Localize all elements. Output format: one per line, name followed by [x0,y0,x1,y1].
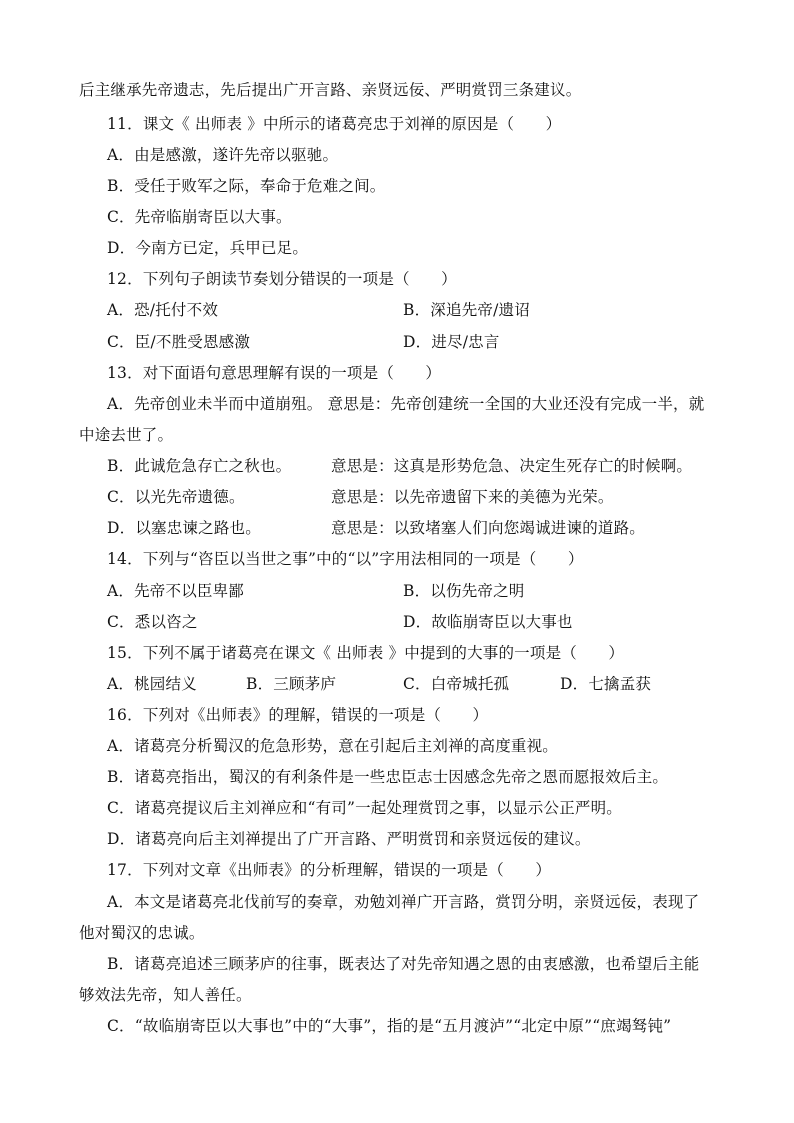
q11-stem: 11．课文《 出师表 》中所示的诸葛亮忠于刘禅的原因是（ ） [107,115,562,133]
q11-option-a: A．由是感激，遂许先帝以驱驰。 [107,146,339,164]
intro-line: 后主继承先帝遗志，先后提出广开言路、亲贤远佞、严明赏罚三条建议。 [79,81,582,99]
q15-option-d: D．七擒孟获 [560,675,652,693]
q13-option-a: A．先帝创业未半而中道崩殂。 意思是：先帝创建统一全国的大业还没有完成一半，就 [107,395,705,413]
q16-option-d: D．诸葛亮向后主刘禅提出了广开言路、严明赏罚和亲贤远佞的建议。 [107,830,591,848]
q16-option-c: C．诸葛亮提议后主刘禅应和“有司”一起处理赏罚之事，以显示公正严明。 [107,799,623,817]
q17-option-a: A．本文是诸葛亮北伐前写的奏章，劝勉刘禅广开言路，赏罚分明，亲贤远佞，表现了 [107,893,700,911]
q17-option-a-continued: 他对蜀汉的忠诚。 [79,924,205,942]
q14-option-c: C．悉以咨之 [107,613,198,631]
q13-option-c-meaning: 意思是：以先帝遗留下来的美德为光荣。 [331,488,614,506]
q13-option-d: D．以塞忠谏之路也。 [107,519,261,537]
q16-option-a: A．诸葛亮分析蜀汉的危急形势，意在引起后主刘禅的高度重视。 [107,737,558,755]
q15-option-a: A．桃园结义 [107,675,197,693]
q13-option-a-continued: 中途去世了。 [79,426,174,444]
q14-stem: 14．下列与“咨臣以当世之事”中的“以”字用法相同的一项是（ ） [107,550,584,568]
q11-option-d: D．今南方已定，兵甲已足。 [107,239,309,257]
q12-stem: 12．下列句子朗读节奏划分错误的一项是（ ） [107,270,457,288]
q15-option-b: B．三顾茅庐 [246,675,337,693]
q13-option-b: B．此诚危急存亡之秋也。 [107,457,292,475]
q13-option-c: C．以光先帝遗德。 [107,488,245,506]
q13-option-d-meaning: 意思是：以致堵塞人们向您竭诚进谏的道路。 [331,519,646,537]
q13-stem: 13．对下面语句意思理解有误的一项是（ ） [107,364,442,382]
q14-option-d: D．故临崩寄臣以大事也 [403,613,573,631]
q12-option-c: C．臣/不胜受恩感激 [107,333,251,351]
q16-stem: 16．下列对《出师表》的理解，错误的一项是（ ） [107,706,489,724]
q15-option-c: C．白帝城托孤 [403,675,510,693]
q17-stem: 17．下列对文章《出师表》的分析理解，错误的一项是（ ） [107,861,552,879]
q17-option-b: B．诸葛亮追述三顾茅庐的往事，既表达了对先帝知遇之恩的由衷感激，也希望后主能 [107,955,700,973]
q15-stem: 15．下列不属于诸葛亮在课文《 出师表 》中提到的大事的一项是（ ） [107,644,625,662]
q12-option-b: B．深追先帝/遗诏 [403,301,530,319]
q17-option-c: C．“故临崩寄臣以大事也”中的“大事”，指的是“五月渡泸”“北定中原”“庶竭驽钝” [107,1017,672,1035]
q13-option-b-meaning: 意思是：这真是形势危急、决定生死存亡的时候啊。 [331,457,693,475]
q16-option-b: B．诸葛亮指出，蜀汉的有利条件是一些忠臣志士因感念先帝之恩而愿报效后主。 [107,768,669,786]
q14-option-a: A．先帝不以臣卑鄙 [107,582,244,600]
q11-option-b: B．受任于败军之际，奉命于危难之间。 [107,177,386,195]
q17-option-b-continued: 够效法先帝，知人善任。 [79,986,252,1004]
q11-option-c: C．先帝临崩寄臣以大事。 [107,208,292,226]
q12-option-a: A．恐/托付不效 [107,301,219,319]
q14-option-b: B．以伤先帝之明 [403,582,525,600]
q12-option-d: D．进尽/忠言 [403,333,500,351]
